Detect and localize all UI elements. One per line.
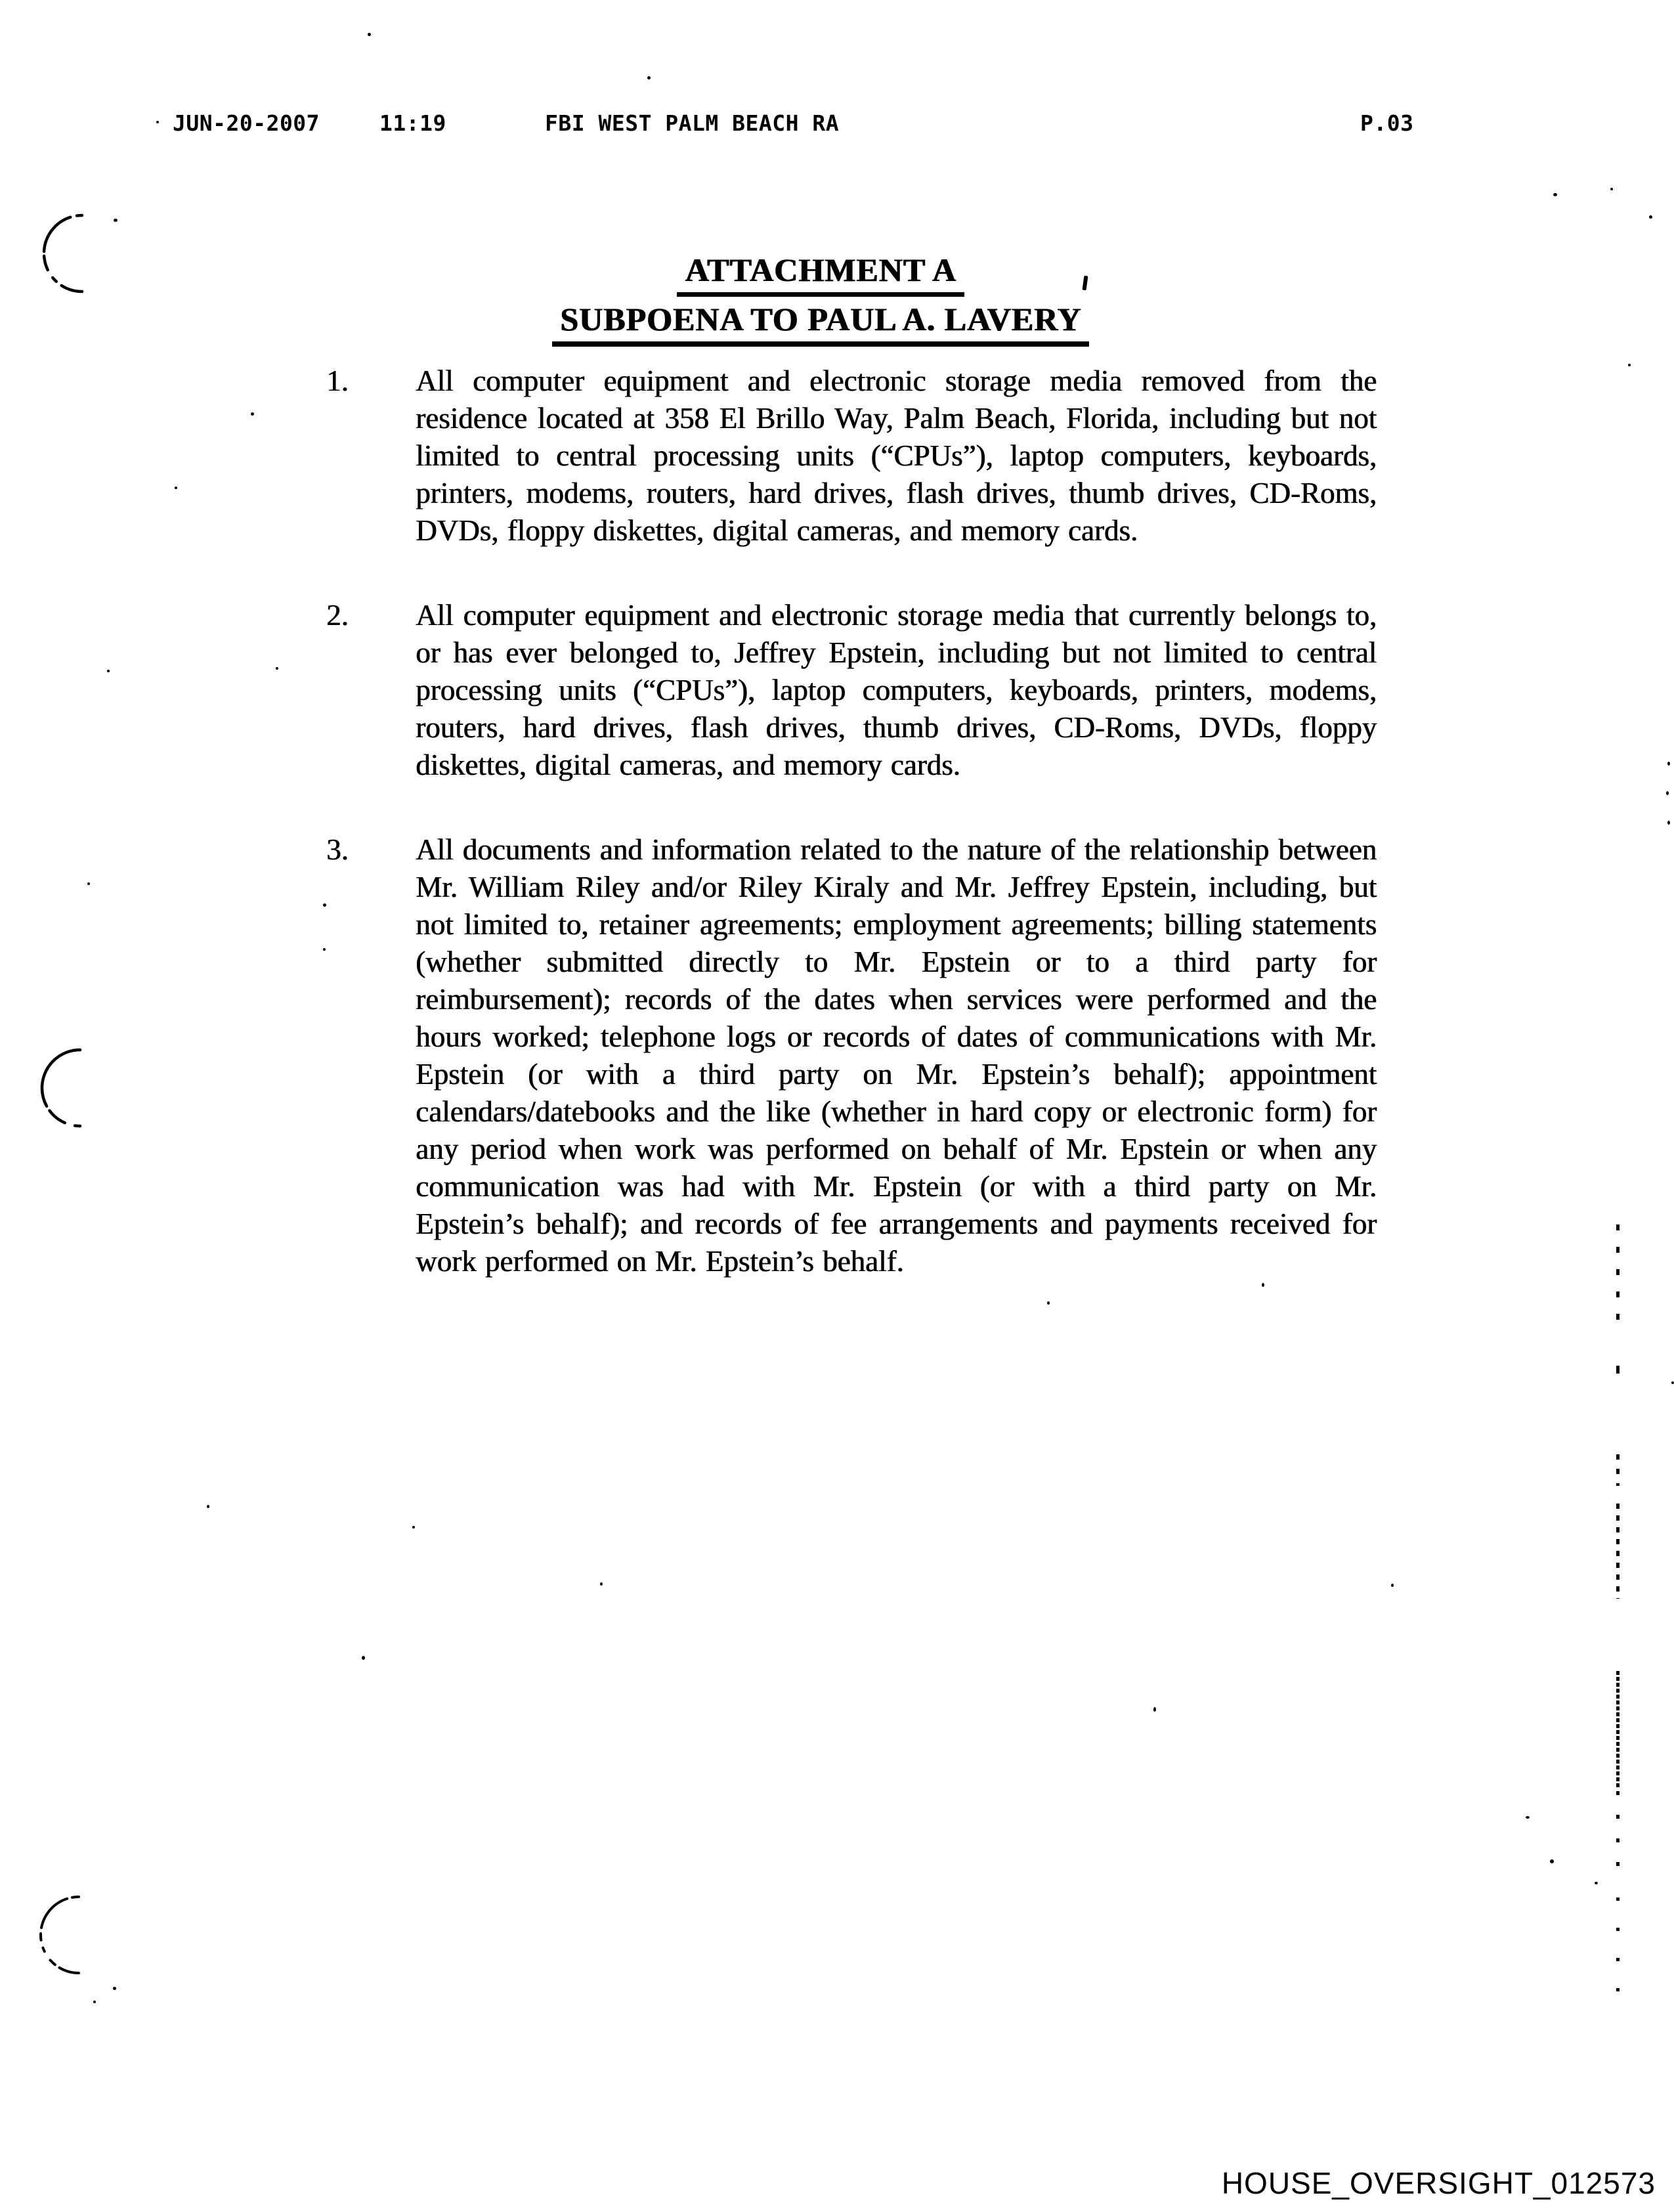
- scan-speck: [1610, 188, 1613, 190]
- item-text: All computer equipment and electronic storage media that currently belongs to, or has ever belonged to, Jeffrey Epstein, including but not limited to central processing units (“CPUs”), laptop computers, keyboards, printers, modems, routers, hard drives, flash drives, thumb drives, CD-Roms, DVDs, floppy diskettes, digital cameras, and memory cards.: [416, 599, 1377, 781]
- bates-number: HOUSE_OVERSIGHT_012573: [1221, 2166, 1656, 2200]
- list-item: [326, 831, 1377, 1280]
- scan-speck: [1671, 1381, 1674, 1384]
- scan-speck: [1047, 1301, 1050, 1305]
- scan-speck: [323, 903, 326, 907]
- scan-speck: [362, 1656, 365, 1660]
- scan-speck: [113, 1987, 116, 1990]
- scan-speck: [156, 121, 159, 123]
- document-title: [0, 249, 1641, 347]
- scan-speck: [1153, 1707, 1156, 1712]
- subpoena-title: SUBPOENA TO PAUL A. LAVERY: [552, 299, 1089, 347]
- scan-speck: [276, 667, 278, 670]
- scan-artifact-line: [1616, 1504, 1620, 1599]
- hole-punch-arc: [26, 1892, 118, 1984]
- scan-speck: [175, 487, 177, 489]
- scan-speck: [368, 33, 371, 36]
- scan-speck: [251, 412, 254, 416]
- scan-artifact-line: [1616, 1225, 1620, 1323]
- scan-speck: [87, 882, 90, 885]
- scan-artifact-line: [1616, 1454, 1620, 1486]
- scan-speck: [1595, 1882, 1598, 1884]
- scan-artifact-line: [1616, 1898, 1620, 2016]
- scan-speck: [1667, 762, 1670, 766]
- hole-punch-arc: [26, 1046, 118, 1138]
- scan-speck: [1391, 1584, 1394, 1587]
- scan-speck: [323, 948, 326, 951]
- attachment-title: ATTACHMENT A: [677, 249, 964, 297]
- scan-speck: [412, 1526, 415, 1529]
- subpoena-heading-line: [0, 299, 1641, 347]
- scan-speck: [1666, 791, 1669, 795]
- scan-speck: [1262, 1283, 1264, 1287]
- scan-speck: [1526, 1816, 1530, 1819]
- fax-header: [0, 110, 1674, 138]
- scan-artifact-line: [1616, 1366, 1620, 1374]
- item-number: 1.: [326, 364, 349, 397]
- fax-station: FBI WEST PALM BEACH RA: [545, 110, 840, 136]
- scan-speck: [1553, 193, 1557, 196]
- scan-artifact-line: [1616, 1791, 1620, 1876]
- scan-speck: [93, 2001, 96, 2003]
- scan-speck: [107, 670, 110, 672]
- attachment-heading-line: [0, 249, 1641, 297]
- scan-speck: [1649, 215, 1652, 219]
- scan-speck: [207, 1505, 209, 1508]
- fax-date: JUN-20-2007: [173, 110, 320, 136]
- scan-speck: [647, 76, 651, 79]
- fax-page-number: P.03: [1360, 110, 1414, 136]
- scan-speck: [1550, 1859, 1554, 1863]
- item-text: All documents and information related to the nature of the relationship between Mr. William Riley and/or Riley Kiraly and Mr. Jeffrey Epstein, including, but not limited to, retainer agreements; employment agreements; billing statements (whether submitted directly to Mr. Epstein or to a third party for reimbursement); records of the dates when services were performed and the hours worked; telephone logs or records of dates of communications with Mr. Epstein (or with a third party on Mr. Epstein’s behalf); appointment calendars/datebooks and the like (whether in hard copy or electronic form) for any period when work was performed on behalf of Mr. Epstein or when any communication was had with Mr. Epstein (or with a third party on Mr. Epstein’s behalf); and records of fee arrangements and payments received for work performed on Mr. Epstein’s behalf.: [416, 833, 1377, 1278]
- item-text: All computer equipment and electronic storage media removed from the residence located at 358 El Brillo Way, Palm Beach, Florida, including but not limited to central processing units (“CPUs”), laptop computers, keyboards, printers, modems, routers, hard drives, flash drives, thumb drives, CD-Roms, DVDs, floppy diskettes, digital cameras, and memory cards.: [416, 364, 1377, 547]
- subpoena-items-list: [326, 362, 1377, 1280]
- scan-speck: [1628, 364, 1631, 366]
- scan-artifact-line: [1616, 1671, 1620, 1789]
- list-item: [326, 362, 1377, 550]
- scan-speck: [114, 219, 118, 222]
- scan-speck: [1667, 821, 1670, 825]
- list-item: [326, 597, 1377, 784]
- scan-speck: [600, 1582, 603, 1586]
- fax-time: 11:19: [379, 110, 446, 136]
- item-number: 3.: [326, 833, 349, 866]
- item-number: 2.: [326, 599, 349, 632]
